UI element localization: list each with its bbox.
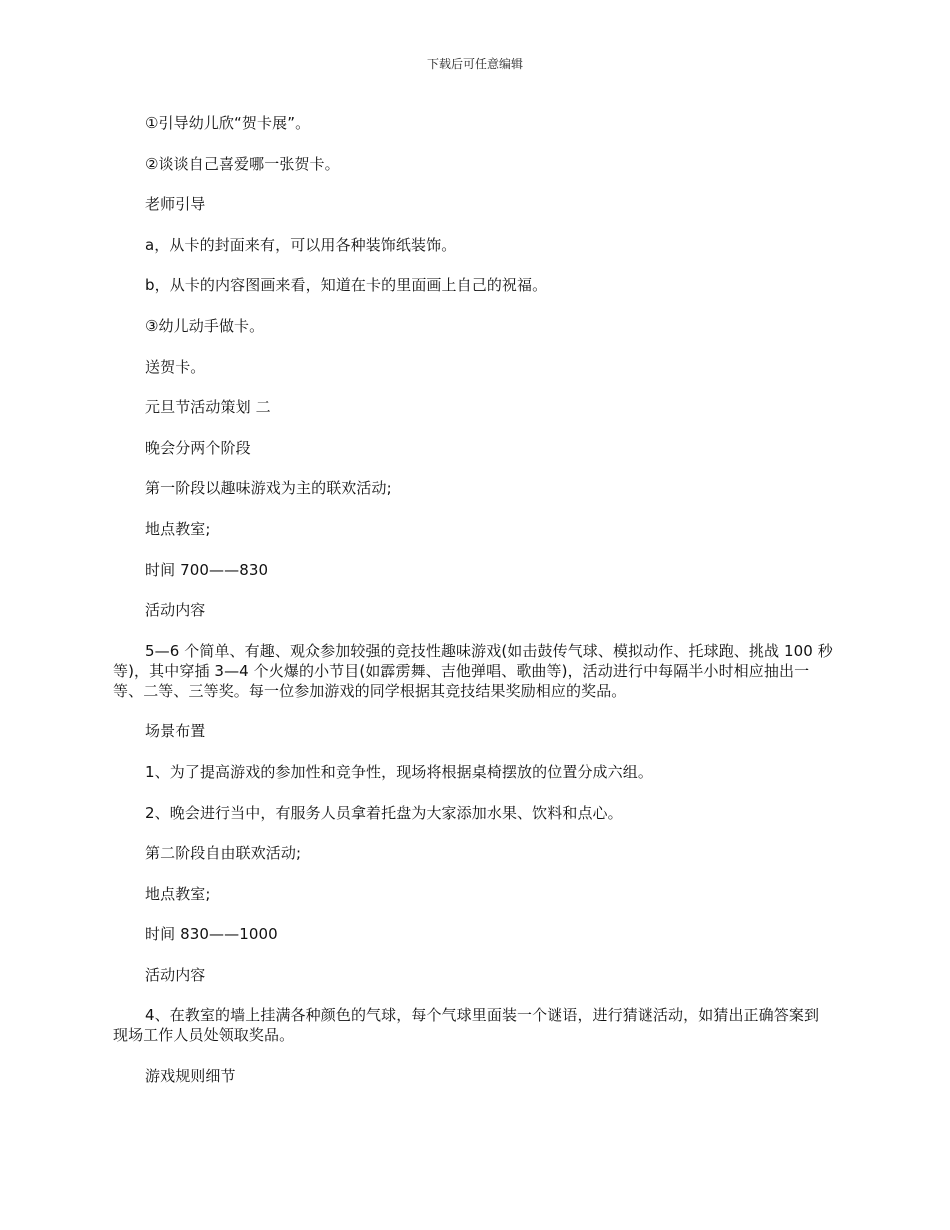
- paragraph-guide-card-exhibit: ①引导幼儿欣“贺卡展”。: [145, 114, 311, 132]
- paragraph-scene-layout: 场景布置: [145, 722, 206, 741]
- paragraph-make-card: ③幼儿动手做卡。: [145, 316, 265, 335]
- paragraph-layout-rule-two: 2、晚会进行当中，有服务人员拿着托盘为大家添加水果、饮料和点心。: [145, 803, 623, 822]
- paragraph-activity-heading-two: 活动内容: [145, 965, 206, 984]
- paragraph-location-one: 地点教室;: [145, 519, 211, 538]
- paragraph-send-card: 送贺卡。: [145, 357, 206, 376]
- paragraph-two-stages: 晚会分两个阶段: [145, 438, 251, 457]
- paragraph-activity-heading-one: 活动内容: [145, 601, 206, 620]
- paragraph-riddle-activity: 4、在教室的墙上挂满各种颜色的气球，每个气球里面装一个谜语，进行猜谜活动，如猜出正确答案到现场工作人员处领取奖品。: [113, 1006, 820, 1045]
- section-title: 元旦节活动策划 二: [145, 398, 271, 417]
- paragraph-game-description: 5—6 个简单、有趣、观众参加较强的竞技性趣味游戏(如击鼓传气球、模拟动作、托球跑、挑战 100 秒等)，其中穿插 3—4 个火爆的小节目(如霹雳舞、吉他弹唱、歌曲等)，活动进行中每隔半小时相应抽出一等、二等、三等奖。每一位参加游戏的同学根据其竞技结果奖励相应的奖品。: [113, 641, 833, 700]
- paragraph-teacher-guide: 老师引导: [145, 195, 206, 214]
- paragraph-favorite-card: ②谈谈自己喜爱哪一张贺卡。: [145, 154, 340, 173]
- paragraph-stage-two: 第二阶段自由联欢活动;: [145, 844, 302, 863]
- paragraph-stage-one: 第一阶段以趣味游戏为主的联欢活动;: [145, 479, 392, 498]
- paragraph-time-two: 时间 830——1000: [145, 925, 278, 944]
- paragraph-layout-rule-one: 1、为了提高游戏的参加性和竞争性，现场将根据桌椅摆放的位置分成六组。: [145, 762, 653, 781]
- document-body: [113, 113, 833, 1107]
- paragraph-cover-decoration: a，从卡的封面来有，可以用各种装饰纸装饰。: [145, 235, 457, 254]
- paragraph-game-rules: 游戏规则细节: [145, 1067, 236, 1086]
- paragraph-card-content: b，从卡的内容图画来看，知道在卡的里面画上自己的祝福。: [145, 276, 548, 295]
- paragraph-location-two: 地点教室;: [145, 884, 211, 903]
- page-header: 下载后可任意编辑: [426, 57, 523, 71]
- paragraph-time-one: 时间 700——830: [145, 560, 269, 579]
